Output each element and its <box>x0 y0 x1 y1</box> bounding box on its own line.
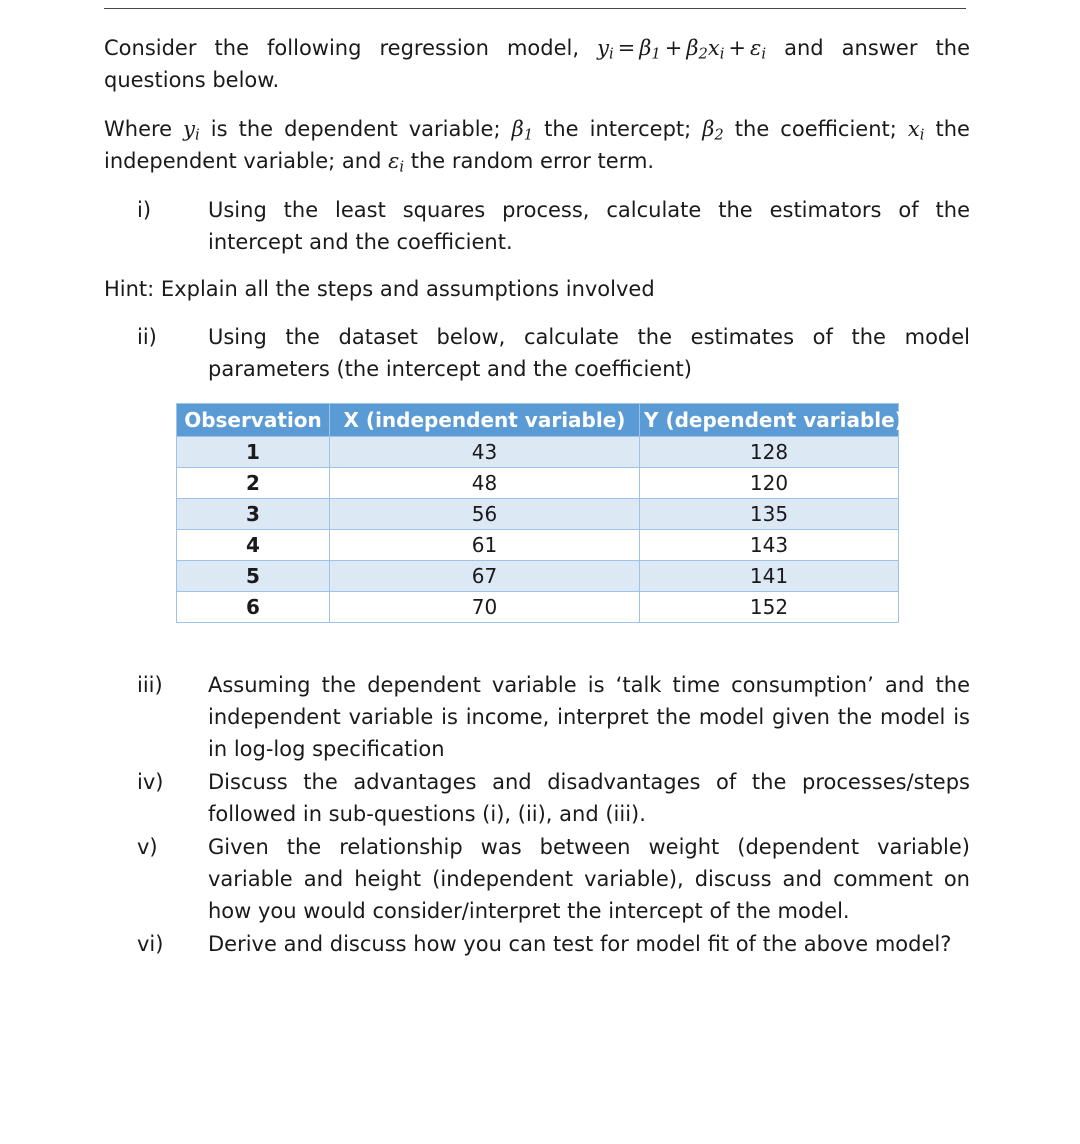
header-y: Y (dependent variable) <box>640 404 899 437</box>
def-independent: the independent variable; and <box>104 117 970 173</box>
cell-y: 141 <box>640 561 899 592</box>
table-row <box>177 437 899 468</box>
cell-observation: 5 <box>177 561 330 592</box>
def-error: the random error term. <box>410 149 655 173</box>
question-3-text: Assuming the dependent variable is ‘talk time consumption’ and the independent variable is income, interpret the model given the model is in log-log specification <box>208 673 970 761</box>
intro-lead: Consider the following regression model, <box>104 36 580 60</box>
header-x: X (independent variable) <box>330 404 640 437</box>
def-coefficient: the coefficient; <box>734 117 897 141</box>
question-3-number: iii) <box>137 673 163 697</box>
cell-x: 61 <box>330 530 640 561</box>
question-1-text: Using the least squares process, calculate the estimators of the intercept and the coefficient. <box>208 198 970 254</box>
table-row <box>177 561 899 592</box>
cell-y: 143 <box>640 530 899 561</box>
question-4-text: Discuss the advantages and disadvantages of the processes/steps followed in sub-questions (i), (ii), and (iii). <box>208 770 970 826</box>
intro-tail: and answer the questions below. <box>104 36 970 92</box>
cell-observation: 3 <box>177 499 330 530</box>
def-where: Where <box>104 117 173 141</box>
cell-x: 48 <box>330 468 640 499</box>
top-divider <box>104 8 966 9</box>
definitions-paragraph <box>104 113 970 177</box>
cell-observation: 1 <box>177 437 330 468</box>
question-1-number: i) <box>137 198 152 222</box>
cell-observation: 2 <box>177 468 330 499</box>
question-5-text: Given the relationship was between weight (dependent variable) variable and height (independent variable), discuss and comment on how you would consider/interpret the intercept of the model. <box>208 835 970 923</box>
symbol-epsilon: $\varepsilon_i$ <box>388 149 405 176</box>
intro-paragraph <box>104 32 970 96</box>
header-observation: Observation <box>177 404 330 437</box>
question-6-number: vi) <box>137 932 164 956</box>
question-2-number: ii) <box>137 325 157 349</box>
symbol-beta1: $\beta_1$ <box>511 117 534 144</box>
cell-y: 120 <box>640 468 899 499</box>
cell-x: 67 <box>330 561 640 592</box>
dataset-table <box>176 403 904 623</box>
cell-observation: 4 <box>177 530 330 561</box>
def-intercept: the intercept; <box>544 117 692 141</box>
cell-x: 56 <box>330 499 640 530</box>
question-4-number: iv) <box>137 770 164 794</box>
symbol-x: $x_i$ <box>907 117 925 144</box>
table-header-row <box>177 404 899 437</box>
table-row <box>177 468 899 499</box>
question-2-text: Using the dataset below, calculate the estimates of the model parameters (the intercept and the coefficient) <box>208 325 970 381</box>
symbol-y: $y_i$ <box>183 117 200 144</box>
cell-x: 43 <box>330 437 640 468</box>
table-row <box>177 592 899 623</box>
table-row <box>177 530 899 561</box>
question-5-number: v) <box>137 835 158 859</box>
regression-equation: $y_i = \beta_1 + \beta_2x_i + \varepsilon_i$ <box>597 36 767 63</box>
table-row <box>177 499 899 530</box>
cell-x: 70 <box>330 592 640 623</box>
def-dependent: is the dependent variable; <box>210 117 501 141</box>
question-6-text: Derive and discuss how you can test for model fit of the above model? <box>208 932 952 956</box>
cell-y: 152 <box>640 592 899 623</box>
cell-y: 135 <box>640 499 899 530</box>
cell-observation: 6 <box>177 592 330 623</box>
hint-text: Hint: Explain all the steps and assumptions involved <box>104 277 655 301</box>
cell-y: 128 <box>640 437 899 468</box>
symbol-beta2: $\beta_2$ <box>702 117 724 144</box>
